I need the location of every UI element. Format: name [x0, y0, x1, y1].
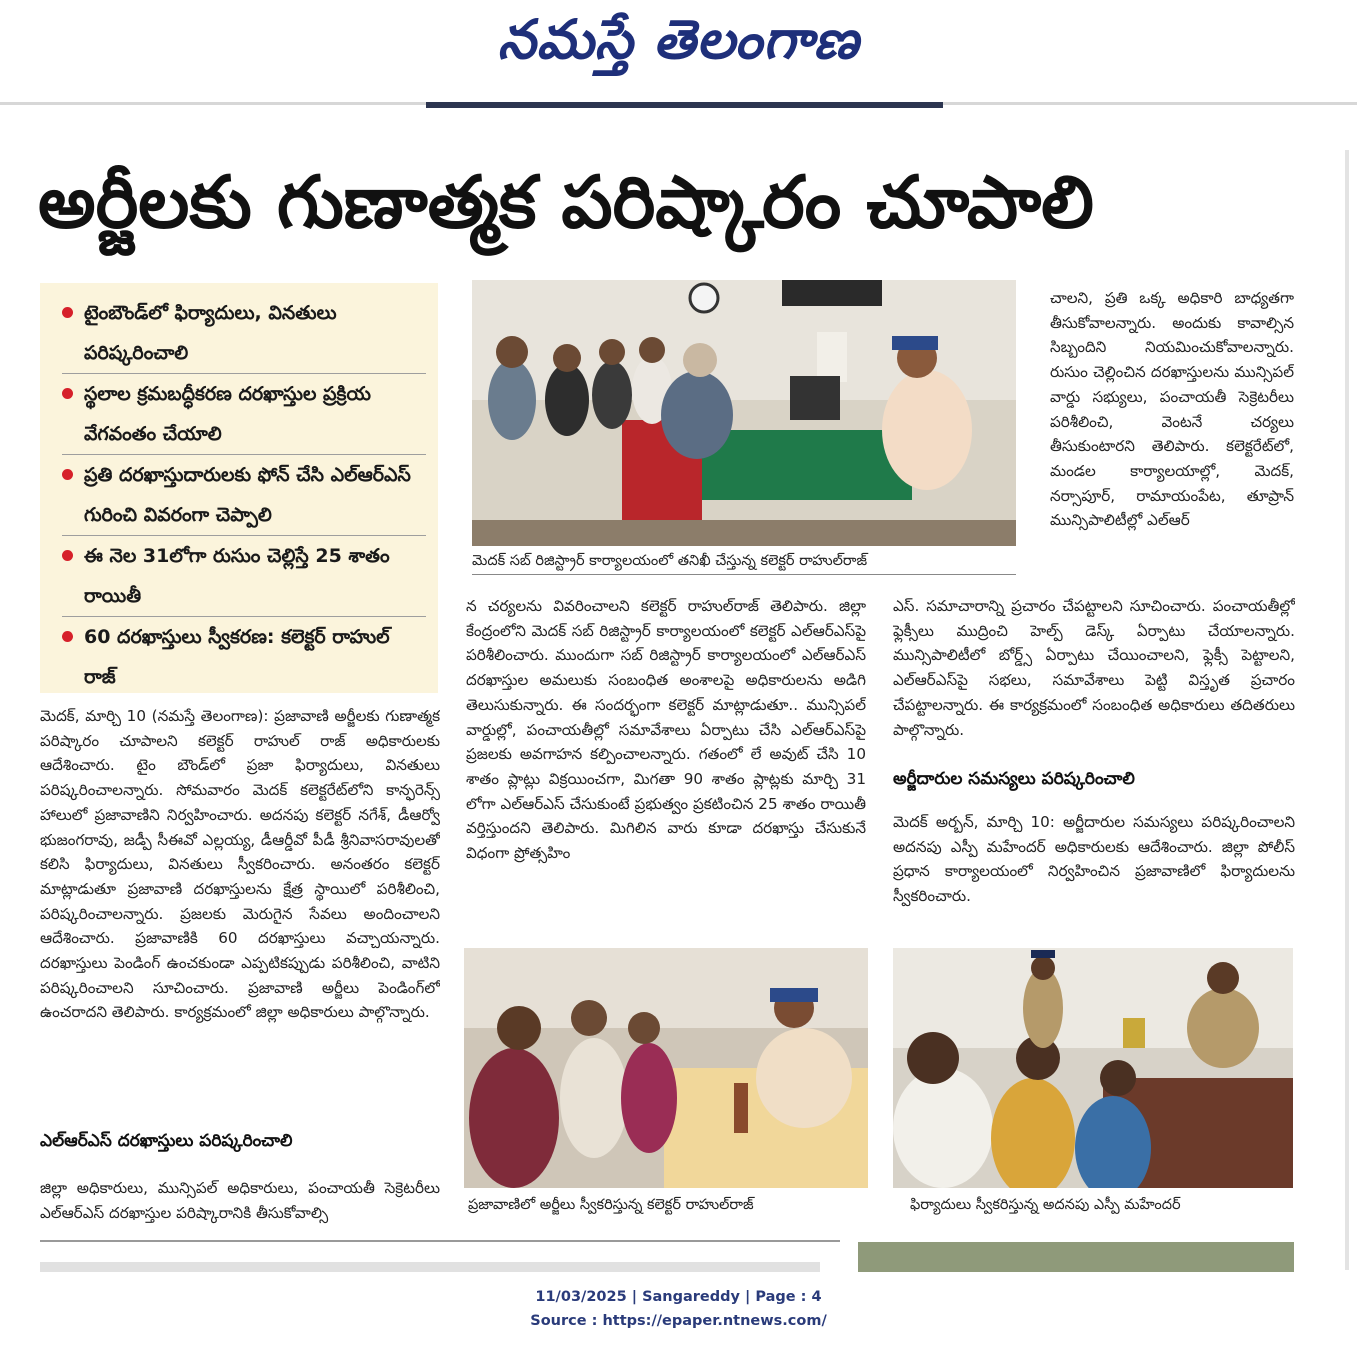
- footer-source-link[interactable]: Source : https://epaper.ntnews.com/: [530, 1313, 827, 1329]
- next-article-headline-cutoff: [40, 1262, 820, 1272]
- article-body-wide: ఎస్. సమాచారాన్ని ప్రచారం చేపట్టాలని సూచించారు. పంచాయతీల్లో ఫ్లెక్సీలు ముద్రించి హెల్ప్ డెస్క్ ఏర్పాటు చేయాలన్నారు. మున్సిపాలిటీలో బోర్డ్స్ ఏర్పాటు చేయించాలని, ఫ్లెక్సీ పెట్టాలని, ఎల్‌ఆర్ఎస్‌పై సభలు, సమావేశాలు పెట్టి విస్తృత ప్రచారం చేపట్టాలన్నారు. ఈ కార్యక్రమంలో సంబంధిత అధికారులు తదితరులు పాల్గొన్నారు.: [893, 597, 1295, 739]
- next-article-photo-cutoff: [858, 1242, 1294, 1272]
- subheading-petitioners: అర్జీదారుల సమస్యలు పరిష్కరించాలి: [893, 769, 1135, 789]
- footer-date-edition: 11/03/2025 | Sangareddy | Page : 4: [535, 1289, 822, 1305]
- photo-illustration: [472, 280, 1016, 546]
- bullet-icon: [62, 550, 73, 561]
- highlight-item: టైంబౌండ్‌లో ఫిర్యాదులు, వినతులు పరిష్కరించాలి: [62, 293, 426, 373]
- photo-illustration: [893, 948, 1293, 1188]
- photo-additional-sp: [893, 948, 1293, 1188]
- next-article-divider: [40, 1240, 840, 1242]
- highlight-item: ఈ నెల 31లోగా రుసుం చెల్లిస్తే 25 శాతం రాయితీ: [62, 535, 426, 616]
- article-body-col1: మెదక్, మార్చి 10 (నమస్తే తెలంగాణ): ప్రజావాణి అర్జీలకు గుణాత్మక పరిష్కారం చూపాలని కలెక్టర్ రాహుల్ రాజ్ అధికారులకు ఆదేశించారు. టైం బౌండ్‌లో ప్రజా ఫిర్యాదులు, వినతులు పరిష్కరించాలన్నారు. సోమవారం మెదక్ కలెక్టరేట్‌లోని కాన్ఫరెన్స్ హాలులో ప్రజావాణిని నిర్వహించారు. అదనపు కలెక్టర్ నగేశ్, డీఆర్వో భుజంగరావు, జడ్పీ సీఈవో ఎల్లయ్య, డీఆర్డీవో పీడీ శ్రీనివాసరావులతో కలిసి ఫిర్యాదులు, వినతులు స్వీకరించారు. అనంతరం కలెక్టర్ మాట్లాడుతూ ప్రజావాణి దరఖాస్తులను క్షేత్ర స్థాయిలో పరిశీలించి, పరిష్కరించాలన్నారు. ప్రజలకు మెరుగైన సేవలు అందించాలని ఆదేశించారు. ప్రజావాణికి 60 దరఖాస్తులు వచ్చాయన్నారు. దరఖాస్తులు పెండింగ్ ఉంచకుండా ఎప్పటికప్పుడు పరిశీలించి, వాటిని పరిష్కరించాలని సూచించారు. ప్రజావాణి అర్జీలు పెండింగ్‌లో ఉంచరాదని తెలిపారు. కార్యక్రమంలో జిల్లా అధికారులు పాల్గొన్నారు.: [40, 707, 440, 1022]
- caption-divider: [472, 574, 1016, 575]
- bullet-icon: [62, 469, 73, 480]
- highlight-item: స్థలాల క్రమబద్ధీకరణ దరఖాస్తుల ప్రక్రియ వేగవంతం చేయాలి: [62, 373, 426, 454]
- photo-sub-registrar-inspection: [472, 280, 1016, 546]
- highlight-item: ప్రతి దరఖాస్తుదారులకు ఫోన్ చేసి ఎల్‌ఆర్ఎస్ గురించి వివరంగా చెప్పాలి: [62, 454, 426, 535]
- masthead-accent-bar: [426, 102, 943, 108]
- photo3-caption: ఫిర్యాదులు స్వీకరిస్తున్న అదనపు ఎస్పీ మహేందర్: [910, 1197, 1181, 1213]
- headline: అర్జీలకు గుణాత్మక పరిష్కారం చూపాలి: [38, 160, 1094, 244]
- newspaper-logo: నమస్తే తెలంగాణ: [497, 8, 860, 71]
- bullet-icon: [62, 388, 73, 399]
- highlights-box: [40, 283, 438, 693]
- bullet-icon: [62, 307, 73, 318]
- photo1-caption: మెదక్ సబ్ రిజిస్ట్రార్ కార్యాలయంలో తనిఖీ చేస్తున్న కలెక్టర్ రాహుల్‌రాజ్: [472, 553, 868, 569]
- article-body-col1-cont: జిల్లా అధికారులు, మున్సిపల్ అధికారులు, పంచాయతీ సెక్రెటరీలు ఎల్‌ఆర్ఎస్ దరఖాస్తుల పరిష్కారానికి తీసుకోవాల్సి: [40, 1179, 440, 1222]
- photo-prajavani-collector: [464, 948, 868, 1188]
- article-body-col3: చాలని, ప్రతి ఒక్క అధికారి బాధ్యతగా తీసుకోవాలన్నారు. అందుకు కావాల్సిన సిబ్బందిని నియమించుకోవాలన్నారు. రుసుం చెల్లించిన దరఖాస్తులను మున్సిపల్ వార్డు సభ్యులు, పంచాయతీ సెక్రెటరీలు పరిశీలించి, వెంటనే చర్యలు తీసుకుంటారని తెలిపారు. కలెక్టరేట్‌లో, మండల కార్యాలయాల్లో, మెదక్, నర్సాపూర్, రామాయంపేట, తూప్రాన్ మున్సిపాలిటీల్లో ఎల్‌ఆర్: [1050, 289, 1294, 530]
- page-edge-shadow: [1345, 150, 1349, 1270]
- masthead: [0, 0, 1357, 102]
- highlight-item: 60 దరఖాస్తులు స్వీకరణ: కలెక్టర్ రాహుల్ రాజ్: [62, 616, 426, 697]
- article-body-col2: న చర్యలను వివరించాలని కలెక్టర్ రాహుల్‌రాజ్ తెలిపారు. జిల్లా కేంద్రంలోని మెదక్ సబ్ రిజిస్ట్రార్ కార్యాలయంలో కలెక్టర్ ఎల్‌ఆర్ఎస్‌పై పరిశీలించారు. ముందుగా సబ్ రిజిస్ట్రార్ కార్యాలయంలో ఎల్‌ఆర్ఎస్ దరఖాస్తుల అమలుకు సంబంధిత అంశాలపై అధికారులను అడిగి తెలుసుకున్నారు. ఈ సందర్భంగా కలెక్టర్ మాట్లాడుతూ.. మున్సిపల్ వార్డుల్లో, పంచాయతీల్లో సమావేశాలు ఏర్పాటు చేసి ఎల్‌ఆర్ఎస్‌పై ప్రజలకు అవగాహన కల్పించాలన్నారు. గతంలో లే అవుట్ చేసి 10 శాతం ప్లాట్లు విక్రయించగా, మిగతా 90 శాతం ప్లాట్లకు మార్చి 31 లోగా ఎల్‌ఆర్ఎస్ చేసుకుంటే ప్రభుత్వం ప్రకటించిన 25 శాతం రాయితీ వర్తిస్తుందని తెలిపారు. మిగిలిన వారు కూడా దరఖాస్తు చేసుకునే విధంగా ప్రోత్సహిం: [466, 597, 866, 863]
- photo-illustration: [464, 948, 868, 1188]
- subheading-lrs: ఎల్‌ఆర్ఎస్ దరఖాస్తులు పరిష్కరించాలి: [40, 1131, 293, 1151]
- page-footer: [0, 1285, 1357, 1333]
- photo2-caption: ప్రజావాణిలో అర్జీలు స్వీకరిస్తున్న కలెక్టర్ రాహుల్‌రాజ్: [468, 1197, 754, 1213]
- bullet-icon: [62, 631, 73, 642]
- article-body-wide-cont: మెదక్ అర్బన్, మార్చి 10: అర్జీదారుల సమస్యలు పరిష్కరించాలని అదనపు ఎస్పీ మహేందర్ అధికారులకు ఆదేశించారు. జిల్లా పోలీస్ ప్రధాన కార్యాలయంలో నిర్వహించిన ప్రజావాణిలో ఫిర్యాదులను స్వీకరించారు.: [893, 813, 1295, 906]
